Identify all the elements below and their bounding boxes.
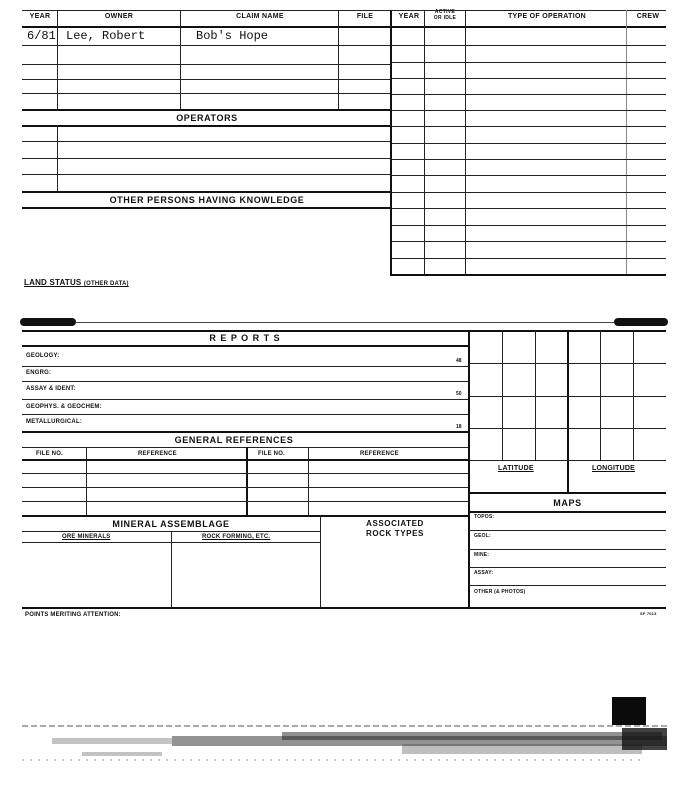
ops-row-rule: [392, 241, 666, 242]
ops-row-rule: [392, 208, 666, 209]
ops-row-rule: [392, 192, 666, 193]
ops-row-rule: [392, 78, 666, 79]
claims-header-year: YEAR: [29, 13, 51, 20]
longitude-label: LONGITUDE: [592, 465, 636, 472]
ops-row-rule: [392, 62, 666, 63]
claims-header-file: FILE: [356, 13, 374, 20]
ops-header-crew: CREW: [636, 13, 660, 20]
references-bottom-rule: [22, 515, 468, 517]
form-number: SF 7013: [640, 611, 657, 616]
operators-row-rule: [22, 174, 392, 175]
ore-minerals-label: ORE MINERALS: [62, 534, 111, 540]
ops-row-rule: [392, 159, 666, 160]
ops-header-type: TYPE OF OPERATION: [507, 13, 587, 20]
scan-noise-band: [22, 716, 672, 766]
mineral-col-divider: [171, 531, 172, 608]
claims-col-divider: [57, 10, 58, 109]
references-row-rule: [22, 487, 468, 488]
claim-row-owner: Lee, Robert: [66, 29, 146, 43]
ops-row-rule: [392, 94, 666, 95]
reports-top-rule: [22, 330, 666, 332]
associated-rock-types: [322, 519, 468, 539]
ops-row-rule: [392, 175, 666, 176]
ops-header-or-idle: OR IDLE: [433, 15, 457, 21]
grid-col-divider: [600, 330, 601, 460]
claims-header-claim-name: CLAIM NAME: [236, 13, 284, 20]
reports-bottom-rule: [22, 431, 468, 433]
references-header-rule: [22, 447, 468, 448]
maps-geol: GEOL:: [474, 533, 491, 539]
grid-bottom-rule: [469, 492, 666, 494]
grid-row-rule: [469, 396, 666, 397]
mineral-assemblage-title: MINERAL ASSEMBLAGE: [112, 519, 230, 529]
reports-row-rule: [22, 366, 468, 367]
claims-row-rule: [22, 45, 392, 46]
rock-forming-label: ROCK FORMING, ETC.: [202, 534, 271, 540]
reports-row-rule: [22, 381, 468, 382]
ref-col-file-no-1: FILE NO.: [36, 451, 63, 457]
ops-header-active-idle: [426, 9, 464, 21]
ops-row-rule: [392, 126, 666, 127]
ops-bottom-rule: [392, 274, 666, 276]
ref-col-file-no-2: FILE NO.: [258, 451, 285, 457]
grid-row-rule: [469, 428, 666, 429]
reports-header-rule: [22, 345, 468, 347]
grid-col-divider: [633, 330, 634, 460]
claims-col-divider: [338, 10, 339, 109]
reports-row-rule: [22, 414, 468, 415]
points-meriting-attention: POINTS MERITING ATTENTION:: [25, 612, 121, 618]
ref-col-divider: [86, 447, 87, 515]
maps-header-rule: [469, 511, 666, 513]
references-colhead-rule: [22, 459, 468, 461]
ref-col-divider: [308, 447, 309, 515]
ops-row-rule: [392, 258, 666, 259]
top-rule: [22, 10, 666, 11]
grid-col-divider: [502, 330, 503, 460]
reports-row-rule: [22, 399, 468, 400]
claims-header-owner: OWNER: [104, 13, 134, 20]
report-metallurgical-label: METALLURGICAL:: [26, 419, 83, 425]
ops-row-rule: [392, 143, 666, 144]
claims-row-rule: [22, 79, 392, 80]
operators-header-rule: [22, 125, 392, 127]
grid-row-rule: [469, 363, 666, 364]
general-references-title: GENERAL REFERENCES: [174, 435, 294, 445]
claim-row-claim-name: Bob's Hope: [196, 29, 269, 43]
claim-row-year: 6/81: [27, 29, 56, 43]
land-status-text: LAND STATUS: [24, 278, 82, 287]
latitude-label: LATITUDE: [498, 465, 534, 472]
ops-row-rule: [392, 110, 666, 111]
claims-row-rule: [22, 64, 392, 65]
report-metallurgical-code: 18: [456, 424, 462, 430]
maps-row-rule: [469, 585, 666, 586]
knowledge-header-rule: [22, 207, 392, 209]
punch-mark-left: [20, 318, 76, 326]
maps-title: MAPS: [553, 498, 582, 508]
ops-header-year: YEAR: [398, 13, 420, 20]
maps-other: OTHER (& PHOTOS): [474, 589, 526, 595]
operators-row-rule: [22, 141, 392, 142]
header-bottom-rule: [22, 26, 666, 28]
report-geophys-label: GEOPHYS. & GEOCHEM:: [26, 404, 102, 410]
ops-header-active: ACTIVE: [434, 9, 456, 15]
maps-row-rule: [469, 567, 666, 568]
land-status-label: [24, 278, 129, 287]
grid-col-divider: [535, 330, 536, 460]
reports-title: R E P O R T S: [209, 333, 281, 343]
maps-mine: MINE:: [474, 552, 490, 558]
claims-row-rule: [22, 93, 392, 94]
references-row-rule: [22, 501, 468, 502]
operators-row-rule: [22, 158, 392, 159]
punch-mark-right: [614, 318, 668, 326]
ref-col-reference-1: REFERENCE: [138, 451, 177, 457]
rock-types-label: ROCK TYPES: [365, 529, 424, 538]
grid-center-divider: [567, 330, 569, 492]
report-geology-label: GEOLOGY:: [26, 353, 60, 359]
report-assay-code: 50: [456, 391, 462, 397]
grid-row-rule: [469, 460, 666, 461]
knowledge-title: OTHER PERSONS HAVING KNOWLEDGE: [109, 195, 305, 205]
report-assay-label: ASSAY & IDENT:: [26, 386, 76, 392]
ref-col-reference-2: REFERENCE: [360, 451, 399, 457]
footer-rule: [22, 607, 666, 609]
claims-col-divider: [180, 10, 181, 109]
ops-row-rule: [392, 225, 666, 226]
maps-row-rule: [469, 530, 666, 531]
rock-types-divider: [320, 515, 321, 608]
operators-title: OPERATORS: [176, 113, 238, 123]
maps-row-rule: [469, 549, 666, 550]
maps-topos: TOPOS:: [474, 514, 495, 520]
maps-assay: ASSAY:: [474, 570, 494, 576]
report-engrg-label: ENGRG:: [26, 370, 52, 376]
section-divider: [76, 322, 614, 323]
land-status-sub: (OTHER DATA): [83, 281, 129, 287]
claims-section-rule: [22, 109, 392, 111]
operators-col-divider: [57, 125, 58, 191]
associated-label: ASSOCIATED: [366, 519, 424, 528]
references-row-rule: [22, 473, 468, 474]
report-geology-code: 48: [456, 358, 462, 364]
ref-col-divider: [246, 447, 248, 515]
operators-bottom-rule: [22, 191, 392, 193]
ops-row-rule: [392, 45, 666, 46]
